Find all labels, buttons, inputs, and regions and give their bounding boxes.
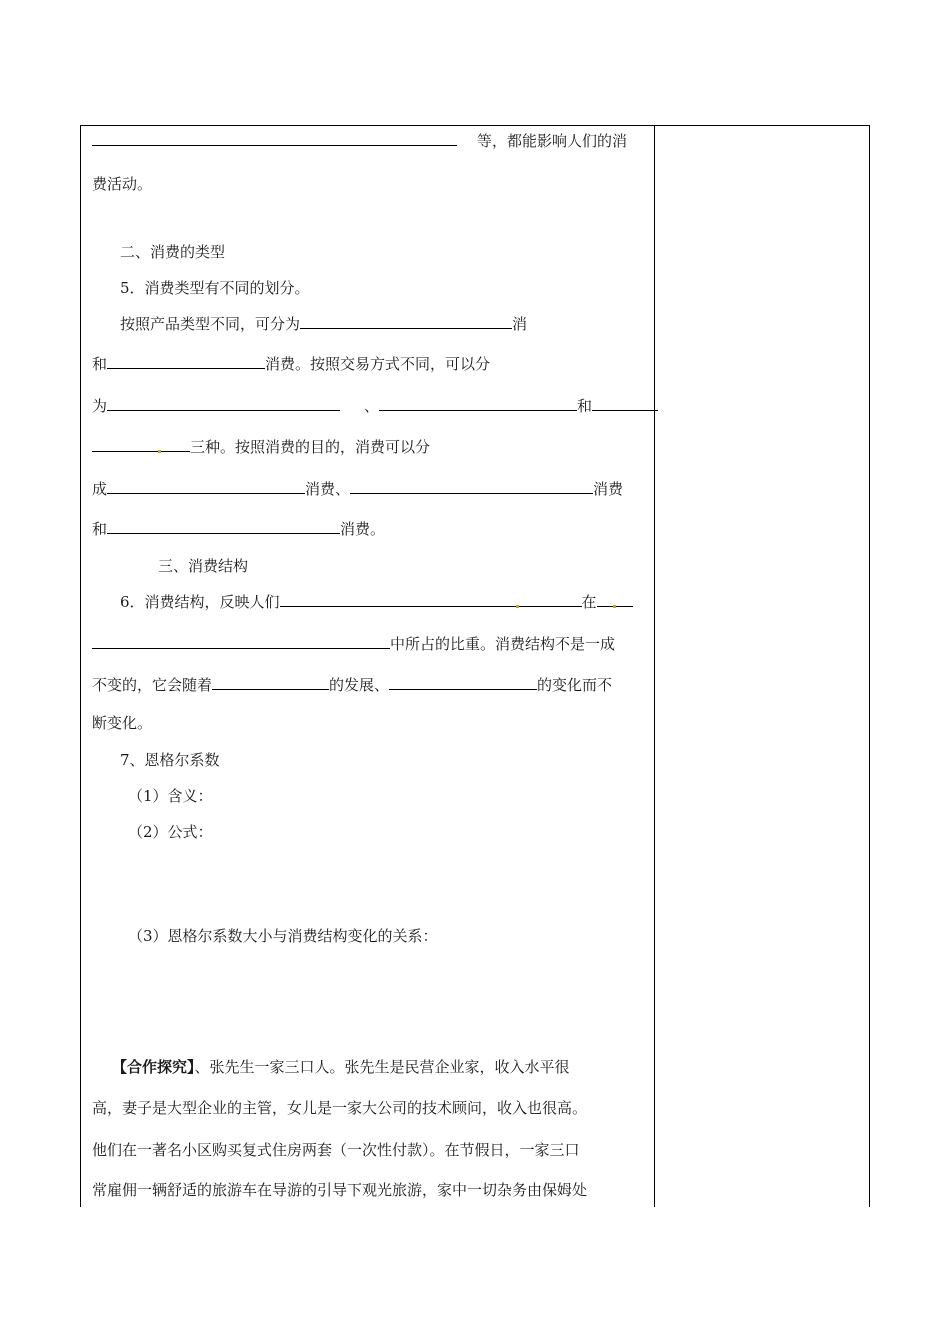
coop-line-2: 高，妻子是大型企业的主管，女儿是一家大公司的技术顾问，收入也很高。 <box>92 1099 588 1117</box>
text-line-he <box>92 518 385 539</box>
text-span: 消费、 <box>305 480 351 498</box>
text-span: 在 <box>581 593 597 611</box>
text-span: 消费。按照交易方式不同，可以分 <box>265 355 491 373</box>
text-span: 和 <box>92 520 108 538</box>
fill-blank[interactable] <box>280 591 582 607</box>
coop-line-1 <box>112 1057 570 1077</box>
text-span: 消费 <box>593 480 624 498</box>
fill-blank[interactable] <box>107 395 340 411</box>
fill-blank[interactable] <box>212 674 329 690</box>
text-line-product <box>120 313 527 334</box>
text-line-1 <box>92 130 627 151</box>
text-line-6c <box>92 674 612 695</box>
fill-blank[interactable] <box>92 130 457 146</box>
fill-blank[interactable] <box>92 436 190 452</box>
text-span: 不变的，它会随着 <box>92 676 213 694</box>
text-span: 等，都能影响人们的消 <box>477 132 628 150</box>
fill-blank[interactable] <box>300 313 512 329</box>
fill-blank[interactable] <box>389 674 537 690</box>
fill-blank[interactable] <box>107 518 340 534</box>
text-span: 6．消费结构，反映人们 <box>120 593 280 611</box>
text-span: 和 <box>92 355 108 373</box>
text-span: 中所占的比重。消费结构不是一成 <box>390 635 616 653</box>
fill-blank[interactable] <box>592 395 658 411</box>
text-span: 为 <box>92 397 108 415</box>
item-7-sub-1: （1）含义： <box>128 787 213 805</box>
item-7-sub-3: （3）恩格尔系数大小与消费结构变化的关系： <box>128 927 438 945</box>
text-line-trade <box>92 353 490 374</box>
text-span: 消 <box>512 315 528 333</box>
fill-blank[interactable] <box>92 633 390 649</box>
text-span: 、 <box>364 397 380 415</box>
section-heading-2: 二、消费的类型 <box>120 243 226 261</box>
text-span: 三种。按照消费的目的，消费可以分 <box>190 438 431 456</box>
column-divider <box>654 125 655 1207</box>
item-6 <box>120 591 633 612</box>
text-line-2: 费活动。 <box>92 175 153 193</box>
text-line-6b <box>92 633 615 654</box>
coop-line-3: 他们在一著名小区购买复式住房两套（一次性付款）。在节假日，一家三口 <box>92 1141 580 1159</box>
fill-blank[interactable] <box>107 478 305 494</box>
fill-blank[interactable] <box>379 395 577 411</box>
text-line-wei <box>92 395 658 416</box>
item-7: 7、恩格尔系数 <box>120 751 220 769</box>
text-span: 消费。 <box>340 520 386 538</box>
section-heading-3: 三、消费结构 <box>158 557 249 575</box>
text-line-three <box>92 436 430 457</box>
text-line-cheng <box>92 478 623 499</box>
coop-line-4: 常雇佣一辆舒适的旅游车在导游的引导下观光旅游，家中一切杂务由保姆处 <box>92 1181 588 1199</box>
text-span: 、张先生一家三口人。张先生是民营企业家，收入水平很 <box>194 1058 570 1076</box>
fill-blank[interactable] <box>350 478 593 494</box>
text-span: 的变化而不 <box>537 676 613 694</box>
coop-label: 【合作探究】 <box>112 1058 195 1076</box>
item-5: 5．消费类型有不同的划分。 <box>120 279 310 297</box>
item-7-sub-2: （2）公式： <box>128 823 213 841</box>
text-span: 和 <box>577 397 593 415</box>
text-span: 按照产品类型不同，可分为 <box>120 315 301 333</box>
text-span: 成 <box>92 480 108 498</box>
fill-blank[interactable] <box>107 353 265 369</box>
fill-blank[interactable] <box>597 591 633 607</box>
text-span: 的发展、 <box>329 676 390 694</box>
text-line-6d: 断变化。 <box>92 714 153 732</box>
